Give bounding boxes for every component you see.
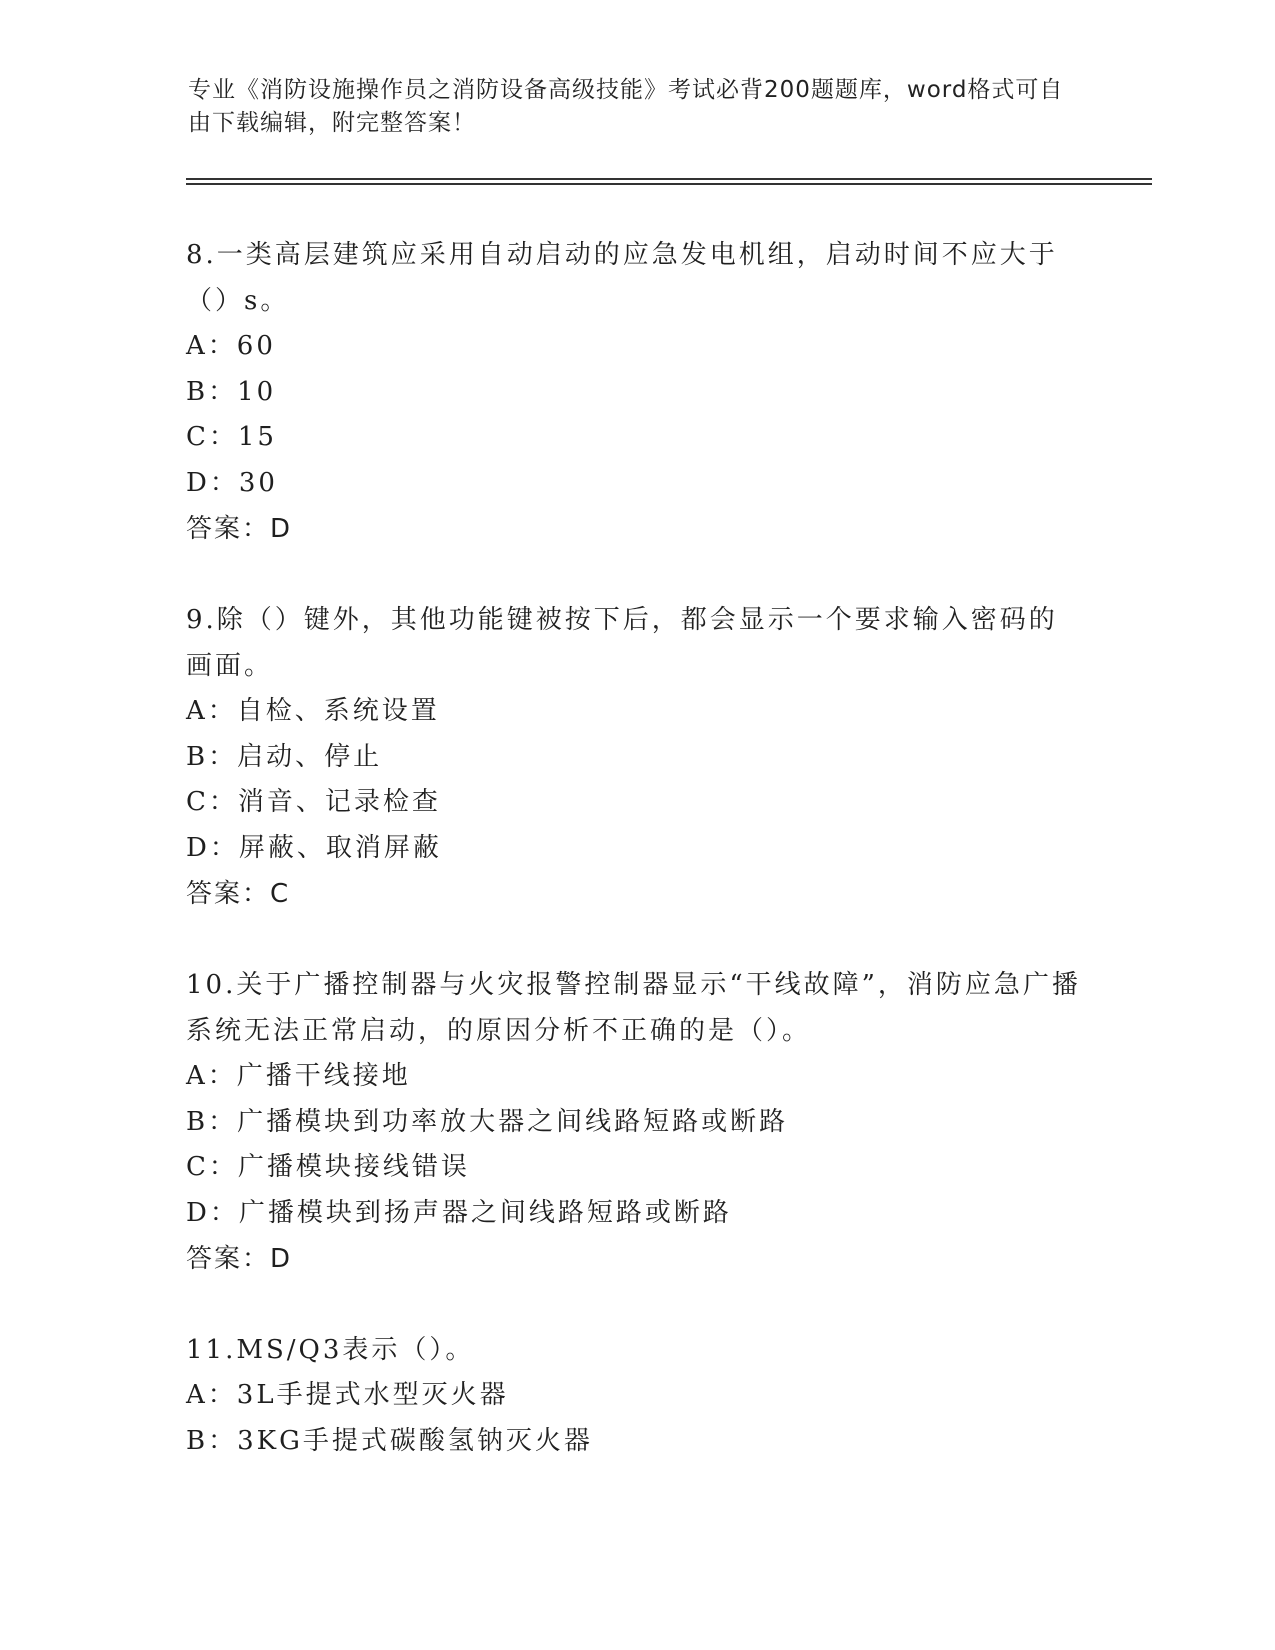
header-divider-top xyxy=(186,178,1152,180)
option-b: B：10 xyxy=(186,376,277,407)
option-a: A：60 xyxy=(186,331,276,361)
question-list xyxy=(186,232,1086,1509)
option-c: C：15 xyxy=(186,422,277,452)
question-stem: 8.一类高层建筑应采用自动启动的应急发电机组，启动时间不应大于（）s。 xyxy=(186,240,1058,316)
answer-line: 答案：D xyxy=(186,514,293,544)
option-d: D：30 xyxy=(186,467,278,498)
option-b: B：广播模块到功率放大器之间线路短路或断路 xyxy=(186,1106,789,1137)
question-stem: 11.MS/Q3表示（）。 xyxy=(186,1335,475,1365)
question-8 xyxy=(186,232,1086,552)
header-divider-bottom xyxy=(186,183,1152,185)
option-a: A：广播干线接地 xyxy=(186,1061,411,1091)
question-stem: 10.关于广播控制器与火灾报警控制器显示“干线故障”，消防应急广播系统无法正常启动，的原因分析不正确的是（）。 xyxy=(186,970,1081,1046)
question-10 xyxy=(186,962,1086,1282)
answer-line: 答案：D xyxy=(186,1244,293,1274)
option-a: A：自检、系统设置 xyxy=(186,696,440,726)
question-9 xyxy=(186,597,1086,917)
option-d: D：广播模块到扬声器之间线路短路或断路 xyxy=(186,1197,732,1228)
option-a: A：3L手提式水型灭火器 xyxy=(186,1380,509,1410)
question-11 xyxy=(186,1327,1086,1464)
option-b: B：3KG手提式碳酸氢钠灭火器 xyxy=(186,1425,593,1456)
option-b: B：启动、停止 xyxy=(186,741,383,772)
option-d: D：屏蔽、取消屏蔽 xyxy=(186,832,442,863)
answer-line: 答案：C xyxy=(186,879,291,909)
option-c: C：消音、记录检查 xyxy=(186,787,441,817)
document-header: 专业《消防设施操作员之消防设备高级技能》考试必背200题题库，word格式可自由下载编辑，附完整答案！ xyxy=(188,77,1064,136)
option-c: C：广播模块接线错误 xyxy=(186,1152,470,1182)
question-stem: 9.除（）键外，其他功能键被按下后，都会显示一个要求输入密码的画面。 xyxy=(186,605,1058,681)
